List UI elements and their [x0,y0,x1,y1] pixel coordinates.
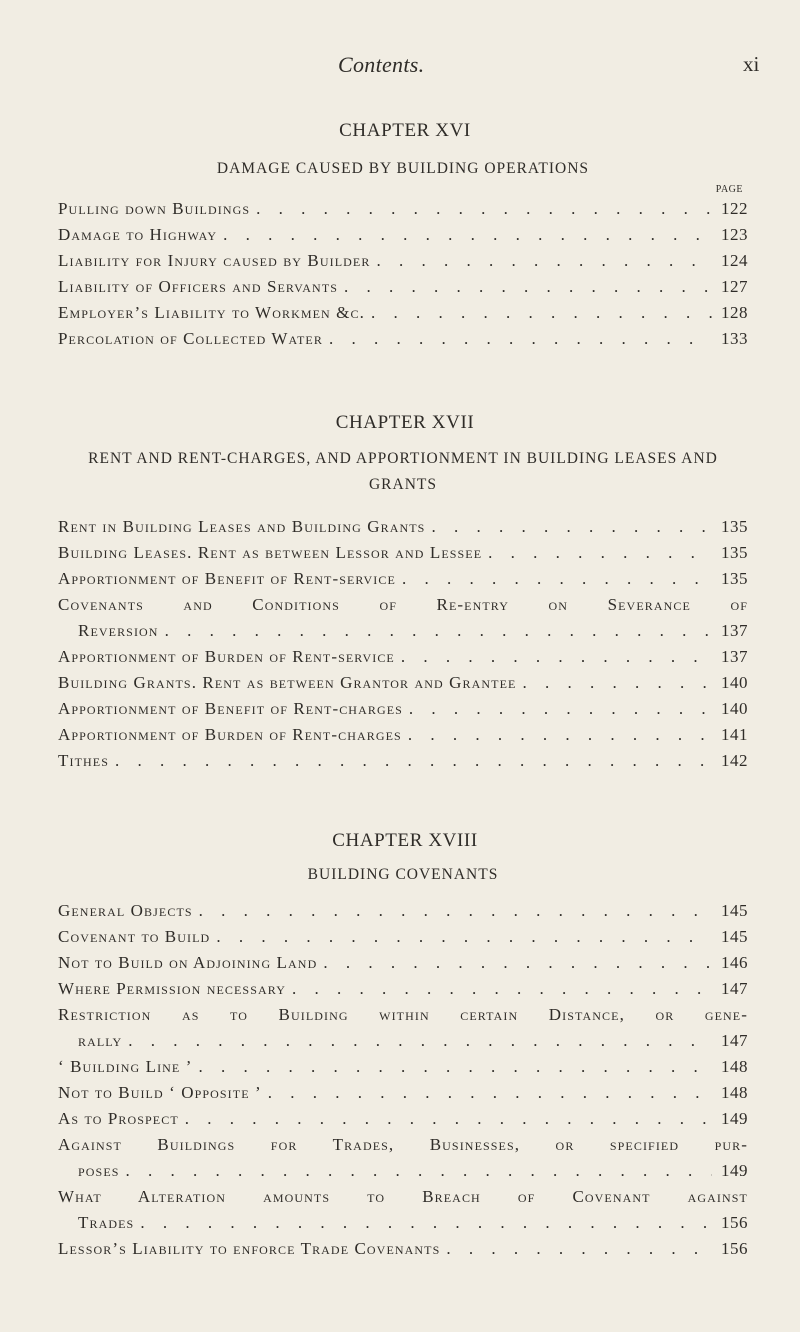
contents-entry [58,1054,748,1080]
entry-title: ‘ Building Line ’ [58,1057,193,1076]
entry-title: Where Permission necessary [58,979,286,998]
entry-title: What Alteration amounts to Breach of Covenant against [58,1187,748,1206]
entry-title: General Objects [58,901,193,920]
dot-leader [371,300,712,326]
dot-leader [329,326,712,352]
dot-leader [323,950,712,976]
dot-leader [198,1054,712,1080]
entry-title-continuation: rally [78,1031,123,1050]
contents-entry [58,326,748,352]
contents-entry [58,1002,748,1054]
contents-entry [58,722,748,748]
dot-leader [344,274,712,300]
contents-entry [58,670,748,696]
dot-leader [292,976,712,1002]
entry-title: Covenant to Build [58,927,211,946]
chapter-xvi [58,120,748,352]
entry-title: Covenants and Conditions of Re-entry on Severance of [58,595,748,614]
entry-page-number: 142 [721,751,748,770]
entry-title: Tithes [58,751,109,770]
contents-entry [58,300,748,326]
chapter-xvii [58,412,748,774]
entry-title: Damage to Highway [58,225,218,244]
entry-title: Not to Build ‘ Opposite ’ [58,1083,262,1102]
chapter-heading: CHAPTER XVIII [332,830,478,851]
dot-leader [223,222,712,248]
dot-leader [256,196,712,222]
entry-title: Apportionment of Benefit of Rent-service [58,569,396,588]
contents-entry [58,1184,748,1236]
entry-page-number: 135 [721,517,748,536]
entry-page-number: 135 [721,569,748,588]
dot-leader [446,1236,712,1262]
entry-title: Against Buildings for Trades, Businesses, or specified pur- [58,1135,748,1154]
entry-page-number: 122 [721,199,748,218]
dot-leader [488,540,712,566]
contents-entry [58,566,748,592]
entry-page-number: 146 [721,953,748,972]
entry-page-number: 147 [721,979,748,998]
entry-page-number: 149 [721,1109,748,1128]
contents-entry [58,1106,748,1132]
entry-page-number: 149 [721,1161,748,1180]
contents-list [58,196,748,352]
entry-title: Not to Build on Adjoining Land [58,953,318,972]
contents-entry [58,196,748,222]
dot-leader [401,644,712,670]
dot-leader [126,1158,712,1184]
contents-entry [58,1236,748,1262]
chapter-subtitle: DAMAGE CAUSED BY BUILDING OPERATIONS [216,160,590,177]
entry-title: Apportionment of Burden of Rent-service [58,647,395,666]
contents-entry [58,514,748,540]
entry-page-number: 148 [721,1057,748,1076]
dot-leader [115,748,712,774]
entry-title: Pulling down Buildings [58,199,251,218]
entry-page-number: 145 [721,927,748,946]
entry-title: Restriction as to Building within certain Distance, or gene- [58,1005,748,1024]
entry-title: Rent in Building Leases and Building Grants [58,517,426,536]
entry-title: Liability for Injury caused by Builder [58,251,371,270]
dot-leader [128,1028,712,1054]
entry-page-number: 123 [721,225,748,244]
contents-entry [58,696,748,722]
running-title: Contents. [338,52,425,77]
entry-page-number: 148 [721,1083,748,1102]
running-head [0,52,800,82]
entry-title: As to Prospect [58,1109,179,1128]
entry-page-number: 156 [721,1213,748,1232]
chapter-xviii [58,830,748,1262]
dot-leader [216,924,712,950]
dot-leader [431,514,712,540]
entry-title: Apportionment of Burden of Rent-charges [58,725,402,744]
entry-title: Percolation of Collected Water [58,329,323,348]
contents-entry [58,644,748,670]
entry-title: Liability of Officers and Servants [58,277,339,296]
entry-page-number: 124 [721,251,748,270]
entry-page-number: 141 [721,725,748,744]
contents-entry [58,222,748,248]
entry-page-number: 135 [721,543,748,562]
entry-title: Building Grants. Rent as between Grantor and Grantee [58,673,517,692]
dot-leader [402,566,712,592]
dot-leader [185,1106,712,1132]
contents-entry [58,248,748,274]
dot-leader [376,248,712,274]
entry-title-continuation: Reversion [78,621,159,640]
chapter-heading: CHAPTER XVI [339,120,471,141]
dot-leader [268,1080,712,1106]
entry-page-number: 140 [721,699,748,718]
contents-entry [58,274,748,300]
contents-entry [58,748,748,774]
chapter-heading: CHAPTER XVII [335,412,475,433]
entry-page-number: 137 [721,647,748,666]
entry-page-number: 133 [721,329,748,348]
contents-entry [58,950,748,976]
dot-leader [409,696,712,722]
contents-list [58,898,748,1262]
entry-page-number: 147 [721,1031,748,1050]
entry-title-continuation: poses [78,1161,120,1180]
entry-title: Lessor’s Liability to enforce Trade Covenants [58,1239,441,1258]
dot-leader [522,670,712,696]
contents-entry [58,976,748,1002]
chapter-subtitle: RENT AND RENT-CHARGES, AND APPORTIONMENT IN BUILDING LEASES AND GRANTS [88,450,718,493]
entry-page-number: 128 [721,303,748,322]
contents-entry [58,1132,748,1184]
dot-leader [165,618,712,644]
dot-leader [408,722,712,748]
contents-list [58,514,748,774]
page-folio: xi [743,52,760,76]
entry-title: Apportionment of Benefit of Rent-charges [58,699,403,718]
contents-entry [58,540,748,566]
chapter-subtitle: BUILDING COVENANTS [307,866,499,883]
dot-leader [199,898,712,924]
page-column-label: PAGE [715,184,743,195]
contents-entry [58,898,748,924]
contents-entry [58,592,748,644]
dot-leader [140,1210,712,1236]
contents-entry [58,1080,748,1106]
entry-title: Employer’s Liability to Workmen &c. [58,303,365,322]
entry-page-number: 145 [721,901,748,920]
contents-entry [58,924,748,950]
entry-page-number: 127 [721,277,748,296]
entry-title-continuation: Trades [78,1213,135,1232]
entry-page-number: 140 [721,673,748,692]
entry-page-number: 137 [721,621,748,640]
entry-title: Building Leases. Rent as between Lessor and Lessee [58,543,483,562]
entry-page-number: 156 [721,1239,748,1258]
